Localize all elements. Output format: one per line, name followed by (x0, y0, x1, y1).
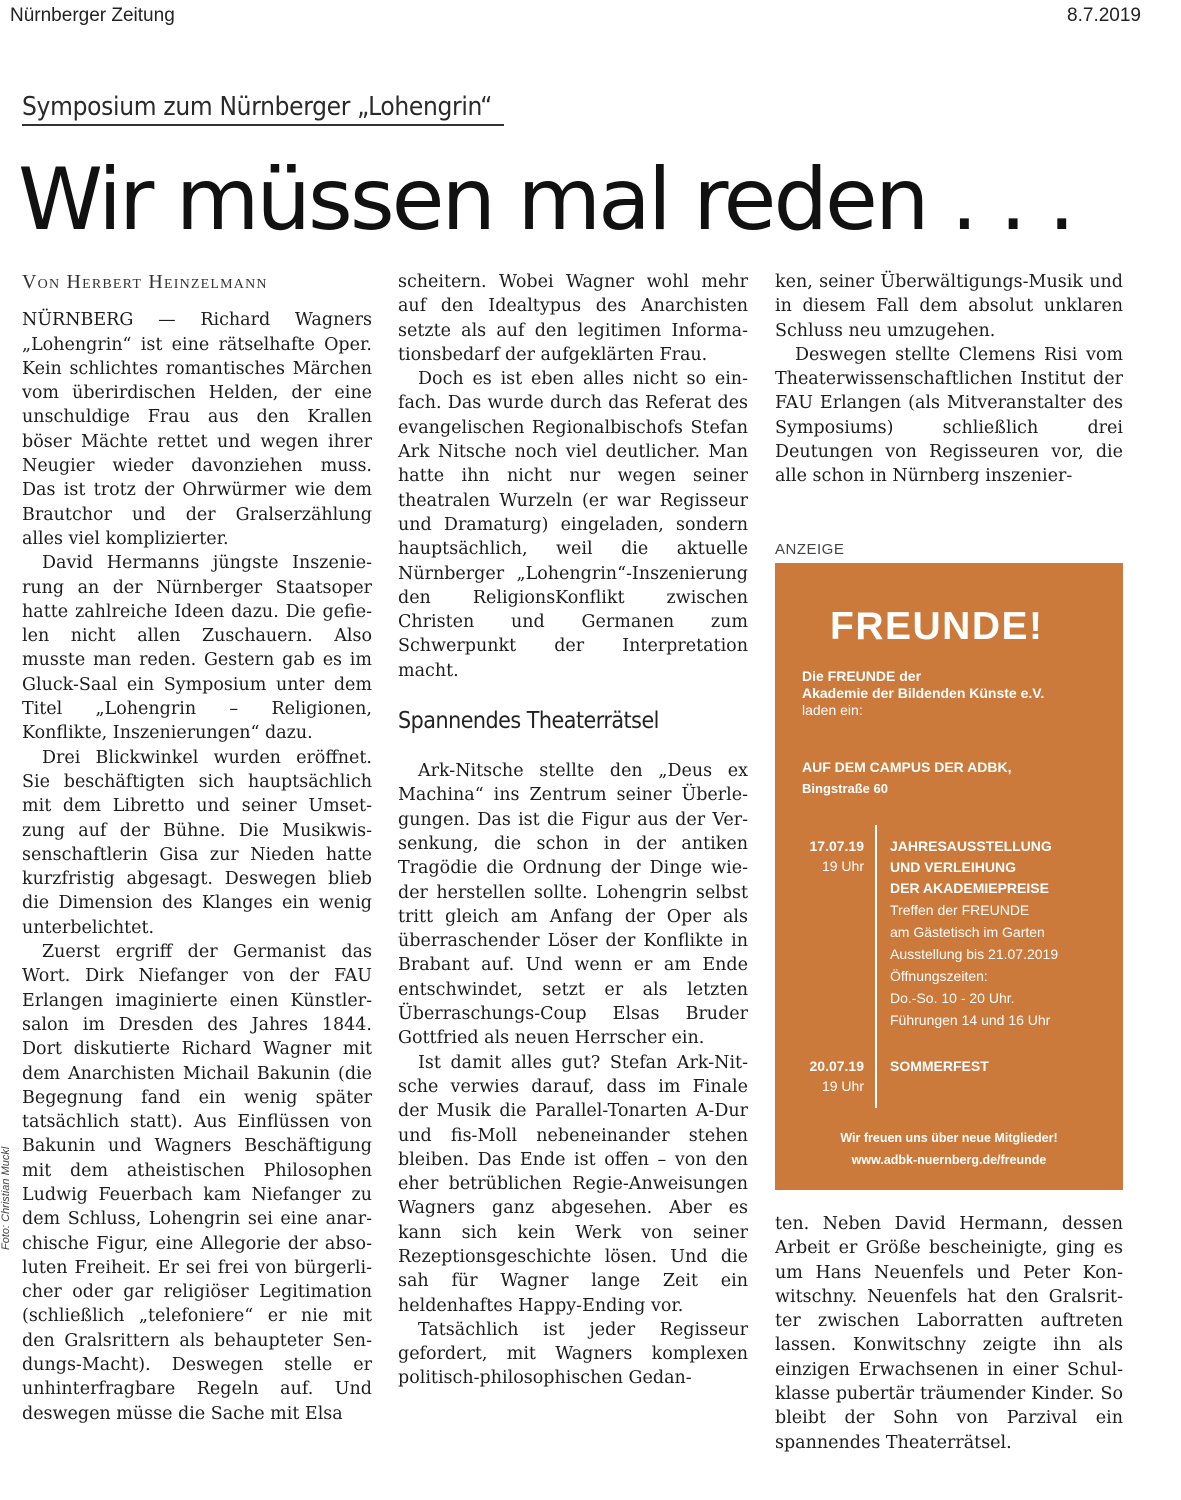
paragraph: Ark-Nitsche stellte den „Deus ex Machina“ ins Zentrum seiner Überlegungen. Das ist die Figur aus der Versenkung, die schon in der antiken Tragödie die Ordnung der Dinge wieder herstellen sollte. Lohengrin selbst tritt gleich am Anfang der Oper als überraschender Löser der Konflikte in Brabant auf. Und wenn er am Ende entschwindet, setzt er als letzten Überraschungs-Coup Elsas Bruder Gottfried als neuen Herrscher ein. (398, 761, 748, 1049)
paragraph: ten. Neben David Hermann, dessen Arbeit er Größe bescheinigte, ging es um Hans Neuenfels und Peter Konwitschny. Neuenfels hat den Gralsritter zwischen Laborratten auftreten lassen. Konwitschny zeigte ihn als einzigen Erwachsenen in einer Schulklasse pubertär träumender Kinder. So bleibt der Sohn von Parzival ein spannendes Theaterrätsel. (775, 1214, 1123, 1453)
event-note: Do.-So. 10 - 20 Uhr. (890, 990, 1015, 1006)
event-time: 19 Uhr (821, 1078, 864, 1094)
event-title-line: UND VERLEIHUNG (890, 859, 1017, 875)
event-note: Öffnungszeiten: (890, 968, 988, 984)
issue-date: 8.7.2019 (1067, 5, 1141, 26)
article-headline: Wir müssen mal reden . . . (18, 150, 1073, 250)
event-note: Ausstellung bis 21.07.2019 (890, 946, 1059, 962)
article-column-2 (398, 270, 748, 1391)
photo-credit: Foto: Christian Muckl (0, 1146, 12, 1250)
ad-footer (775, 1127, 1123, 1171)
ad-location (802, 755, 1011, 799)
ad-event-date (796, 836, 864, 876)
event-note: Treffen der FREUNDE (890, 902, 1030, 918)
byline: Von Herbert Heinzelmann (22, 271, 268, 293)
ad-event-details (890, 1056, 1115, 1077)
advertisement-label: ANZEIGE (775, 541, 845, 558)
ad-address: Bingstraße 60 (802, 781, 888, 796)
ad-website-link[interactable]: www.adbk-nuernberg.de/freunde (851, 1153, 1047, 1167)
paragraph: Drei Blickwinkel wurden eröffnet. Sie beschäftigten sich hauptsächlich mit dem Libretto und seiner Umsetzung auf der Bühne. Die Musikwissenschaftlerin Gisa zur Nieden hatte kurzfristig abgesagt. Deswegen blieb die Dimension des Klanges ein wenig unterbelichtet. (22, 747, 372, 938)
newspaper-name: Nürnberger Zeitung (10, 5, 175, 26)
ad-intro-line: laden ein: (802, 702, 863, 718)
event-date: 17.07.19 (809, 838, 864, 854)
article-column-3-continued (775, 1212, 1123, 1455)
ad-event-details (890, 836, 1115, 1031)
event-title-line: DER AKADEMIEPREISE (890, 880, 1049, 896)
paragraph: ken, seiner Überwältigungs-Musik und in diesem Fall dem absolut unklaren Schluss neu umzugehen. (775, 272, 1123, 341)
ad-footer-line: Wir freuen uns über neue Mitglieder! (840, 1131, 1058, 1145)
paragraph: Doch es ist eben alles nicht so einfach. Das wurde durch das Referat des evangelischen Regionalbischofs Stefan Ark Nitsche noch viel deutlicher. Man hatte ihn nicht nur wegen seiner theatralen Wurzeln (er war Regisseur und Dramaturg) eingeladen, sondern hauptsächlich, weil die aktuelle Nürnberger „Lohengrin“-Inszenierung den ReligionsKonflikt zwischen Christen und Germanen zum Schwerpunkt der Interpretation macht. (398, 369, 748, 681)
event-title-line: JAHRESAUSSTELLUNG (890, 838, 1052, 854)
ad-intro-line: Die FREUNDE der (802, 668, 922, 684)
paragraph: Zuerst ergriff der Germanist das Wort. Dirk Niefanger von der FAU Erlangen imaginierte einen Künstlersalon im Dresden des Jahres 1844. Dort diskutierte Richard Wagner mit dem Anarchisten Michail Bakunin (die Begegnung fand ein wenig später tatsächlich statt). Aus Einflüssen von Bakunin und Wagners Beschäftigung mit dem atheistischen Philosophen Ludwig Feuerbach kam Niefanger zu dem Schluss, Lohengrin sei eine anarchische Figur, eine Allegorie der absoluten Freiheit. Er sei frei von bürgerlicher oder gar religiöser Legitimation (schließlich „telefoniere“ er nie mit den Gralsrittern als behaupteter Sendungs-Macht). Deswegen stelle er unhinterfragbare Regeln auf. Und deswegen müsse die Sache mit Elsa (22, 942, 372, 1424)
ad-title: FREUNDE! (830, 605, 1044, 648)
paragraph: Deswegen stellte Clemens Risi vom Theaterwissenschaftlichen Institut der FAU Erlangen (als Mitveranstalter des Symposiums) schließlich drei Deutungen von Regisseuren vor, die alle schon in Nürnberg inszenier- (775, 344, 1123, 487)
ad-intro (802, 668, 1044, 719)
advertisement-box (775, 563, 1123, 1190)
article-column-1 (22, 270, 372, 1426)
event-date: 20.07.19 (809, 1058, 864, 1074)
event-note: am Gästetisch im Garten (890, 924, 1045, 940)
event-note: Führungen 14 und 16 Uhr (890, 1012, 1051, 1028)
article-column-3 (775, 270, 1123, 489)
ad-place: AUF DEM CAMPUS DER ADBK, (802, 759, 1012, 775)
event-title-line: SOMMERFEST (890, 1058, 989, 1074)
paragraph: NÜRNBERG — Richard Wagners „Lohengrin“ ist eine rätselhafte Oper. Kein schlichtes romantisches Märchen vom überirdischen Helden, der eine unschuldige Frau aus den Krallen böser Mächte rettet und wegen ihrer Neugier wieder davonziehen muss. Das ist trotz der Ohrwürmer wie dem Brautchor und der Gralserzählung alles viel komplizierter. (22, 310, 372, 549)
ad-divider (875, 825, 877, 1108)
ad-intro-line: Akademie der Bildenden Künste e.V. (802, 685, 1045, 701)
article-kicker: Symposium zum Nürnberger „Lohengrin“ (22, 92, 504, 126)
paragraph: David Hermanns jüngste Inszenierung an der Nürnberger Staatsoper hatte zahlreiche Ideen dazu. Die gefielen nicht allen Zuschauern. Also musste man reden. Gestern gab es im Gluck-Saal ein Symposium unter dem Titel „Lohengrin – Religionen, Konflikte, Inszenierungen“ dazu. (22, 553, 372, 744)
ad-event-date (796, 1056, 864, 1096)
paragraph: Tatsächlich ist jeder Regisseur gefordert, mit Wagners komplexen politisch-philosophischen Gedan- (398, 1319, 748, 1389)
event-time: 19 Uhr (821, 858, 864, 874)
subheading: Spannendes Theaterrätsel (398, 708, 659, 735)
paragraph: scheitern. Wobei Wagner wohl mehr auf den Idealtypus des Anarchisten setzte als auf den legitimen Informationsbedarf der aufgeklärten Frau. (398, 272, 748, 365)
paragraph: Ist damit alles gut? Stefan Ark-Nitsche verwies darauf, dass im Finale der Musik die Parallel-Tonarten A-Dur und fis-Moll nebeneinander stehen bleiben. Das Ende ist offen – von den eher betrüblichen Regie-Anweisungen Wagners ganz abgesehen. Aber es kann sich kein Werk von seiner Rezeptionsgeschichte lösen. Und die sah für Wagner lange Zeit ein heldenhaftes Happy-Ending vor. (398, 1052, 748, 1316)
